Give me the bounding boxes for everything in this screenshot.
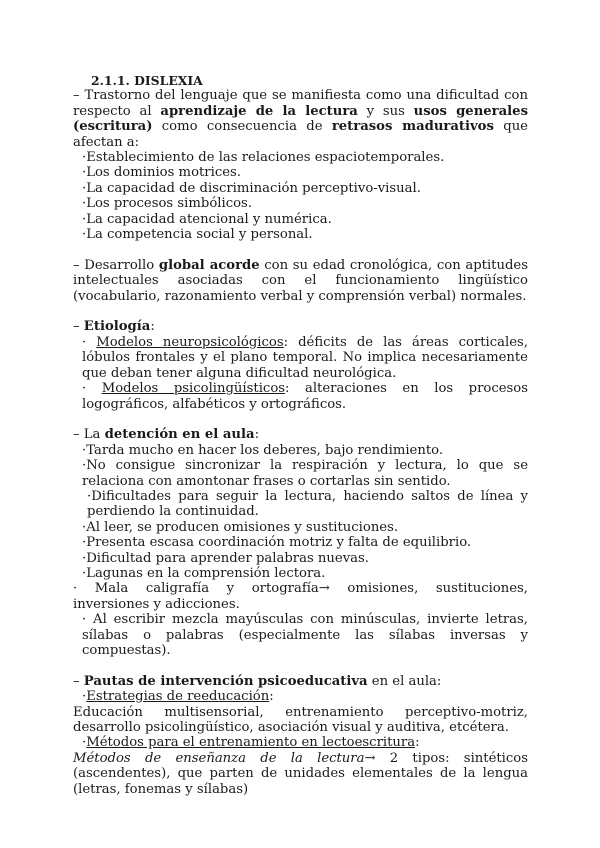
detection-suffix: : <box>254 427 260 443</box>
list-item: · Al escribir mezcla mayúsculas con minúsculas, invierte letras, sílabas o palabras (especialmente las sílabas inversas y compuestas). <box>82 612 528 658</box>
etiology-text: : déficits de las áreas corticales, lóbulos frontales y el plano temporal. No implica necesariamente que deban tener alguna dificultad neurológica. <box>82 334 528 381</box>
intervention-suffix: en el aula: <box>367 673 442 689</box>
list-item: · Mala caligrafía y ortografía→ omisiones, sustituciones, inversiones y adicciones. <box>73 581 528 612</box>
definition-text: que afectan a: <box>73 119 528 150</box>
development-text: – Desarrollo <box>73 257 159 273</box>
bullet: · <box>82 735 87 751</box>
methods-title: Métodos de enseñanza de la lectura <box>73 750 365 766</box>
list-item: ·No consigue sincronizar la respiración y lectura, lo que se relaciona con amontonar frases o cortarlas sin sentido. <box>82 458 528 489</box>
detection-title: detención en el aula <box>104 427 255 443</box>
intervention-heading <box>73 674 528 689</box>
section-heading: 2.1.1. DISLEXIA <box>91 73 203 88</box>
definition-bold-delays: retrasos madurativos <box>331 119 494 135</box>
etiology-term: Modelos neuropsicológicos <box>96 334 284 350</box>
subheading <box>73 735 528 750</box>
intervention-title: Pautas de intervención psicoeducativa <box>83 673 368 689</box>
etiology-title: Etiología <box>83 319 151 335</box>
methods-training-suffix: : <box>415 735 420 751</box>
subheading <box>73 689 528 704</box>
list-item: ·Dificultad para aprender palabras nuevas. <box>82 550 369 566</box>
definition-paragraph <box>73 88 528 150</box>
development-bold: global acorde <box>158 257 260 273</box>
bullet: · <box>82 334 97 350</box>
list-item: ·Presenta escasa coordinación motriz y falta de equilibrio. <box>82 535 472 551</box>
etiology-prefix: – <box>73 319 84 335</box>
list-item <box>73 381 528 412</box>
document-page <box>73 73 528 797</box>
intervention-prefix: – <box>73 673 84 689</box>
list-item: ·La capacidad atencional y numérica. <box>82 211 332 227</box>
detection-heading <box>73 427 528 442</box>
methods-paragraph <box>73 751 528 797</box>
reeducation-text: Educación multisensorial, entrenamiento perceptivo-motriz, desarrollo psicolingüístico, asociación visual y auditiva, etcétera. <box>73 704 528 735</box>
definition-text: como consecuencia de <box>152 119 332 135</box>
detection-prefix: – La <box>73 427 105 443</box>
reeducation-suffix: : <box>269 689 274 705</box>
list-item: ·Dificultades para seguir la lectura, haciendo saltos de línea y perdiendo la continuidad. <box>87 488 528 520</box>
methods-text: → 2 tipos: sintéticos (ascendentes), que parten de unidades elementales de la lengua (letras, fonemas y sílabas) <box>73 750 528 797</box>
bullet: · <box>82 381 102 397</box>
list-item: ·Los procesos simbólicos. <box>82 196 252 212</box>
list-item: ·Establecimiento de las relaciones espaciotemporales. <box>82 150 445 166</box>
definition-text: – Trastorno del lenguaje que se manifiesta como una dificultad con respecto al <box>73 88 528 119</box>
etiology-suffix: : <box>150 319 155 335</box>
list-item: ·Los dominios motrices. <box>82 165 241 181</box>
list-item: ·La competencia social y personal. <box>82 227 313 243</box>
methods-training-title: Métodos para el entrenamiento en lectoescritura <box>86 735 416 751</box>
definition-bold-writing: usos generales (escritura) <box>73 103 528 135</box>
etiology-term: Modelos psicolingüísticos <box>101 381 286 397</box>
development-paragraph <box>73 258 528 304</box>
reeducation-title: Estrategias de reeducación <box>86 689 270 705</box>
etiology-text: : alteraciones en los procesos logográficos, alfabéticos y ortográficos. <box>82 381 528 412</box>
list-item: ·Tarda mucho en hacer los deberes, bajo rendimiento. <box>82 442 444 458</box>
definition-bold-reading: aprendizaje de la lectura <box>160 103 358 119</box>
list-item: ·Al leer, se producen omisiones y sustituciones. <box>82 519 399 535</box>
bullet: · <box>82 689 87 705</box>
list-item: ·La capacidad de discriminación perceptivo-visual. <box>82 180 421 196</box>
development-text: con su edad cronológica, con aptitudes intelectuales asociadas con el funcionamiento lingüístico (vocabulario, razonamiento verbal y comprensión verbal) normales. <box>73 257 528 304</box>
list-item: ·Lagunas en la comprensión lectora. <box>82 565 326 581</box>
etiology-heading <box>73 319 528 334</box>
definition-text: y sus <box>357 103 414 119</box>
list-item <box>73 335 528 381</box>
